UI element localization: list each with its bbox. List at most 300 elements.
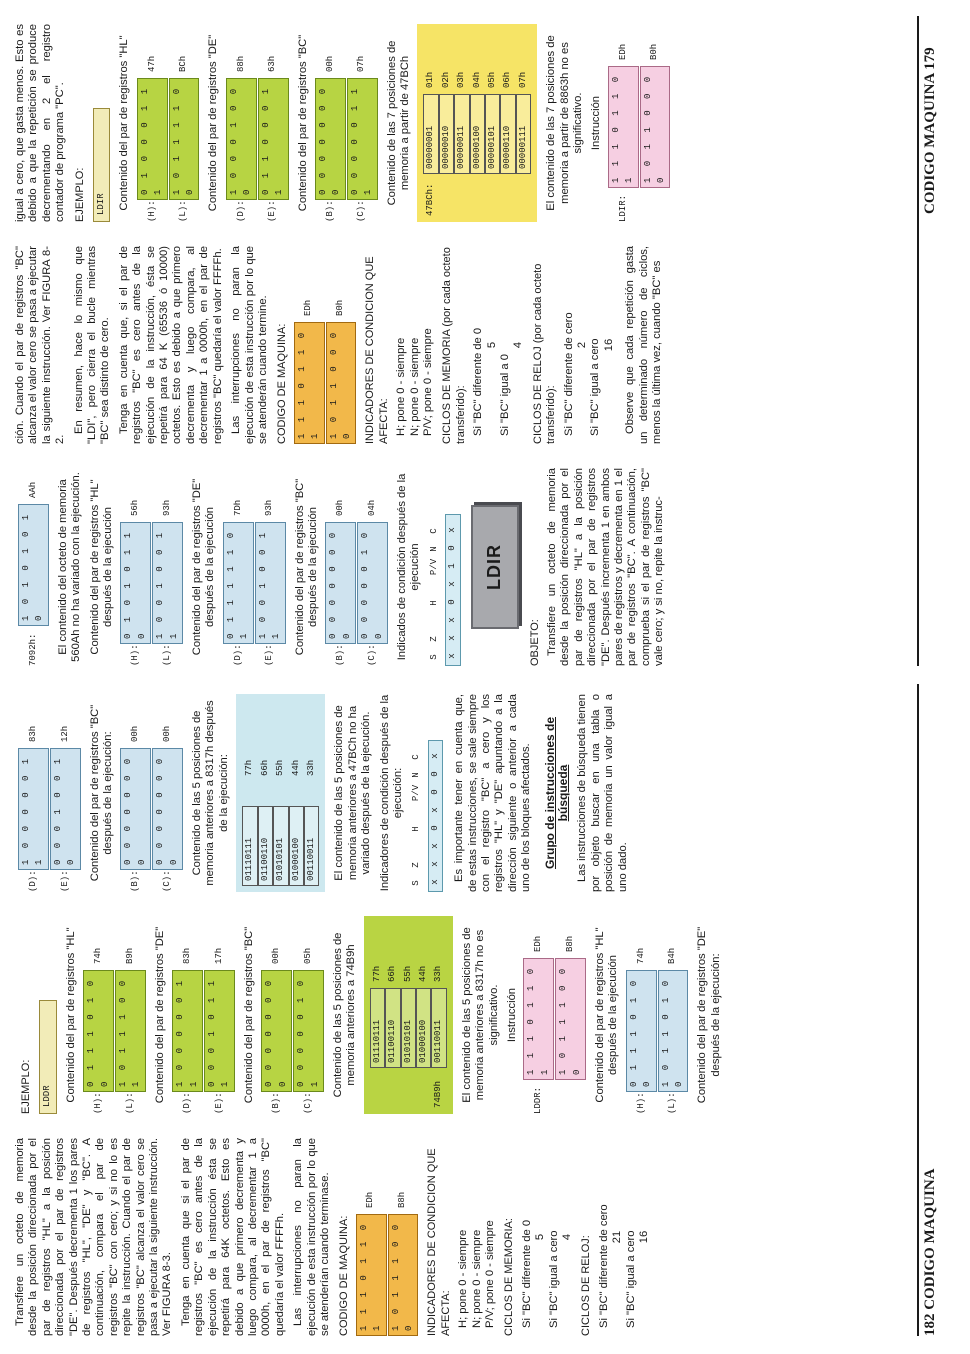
left-page bbox=[14, 684, 914, 1336]
hl-after-registers bbox=[626, 916, 689, 1114]
register-name: (L): bbox=[667, 1092, 678, 1114]
memory-hex: 66h bbox=[259, 759, 270, 776]
paragraph-bc-zero: Tenga en cuenta que si el par de registros "BC" es cero antes de la ejecución de la instrucción ésta se repetirá para 64K octetos. Esto es debido a que primero decrementa y luego compara, al decrementar 1 a 0000h, en el par de registros "BC" quedaría el valor FFFFh. bbox=[179, 1138, 286, 1336]
register-hex: 17h bbox=[213, 947, 224, 964]
memory-bits: 00000110 bbox=[500, 94, 515, 174]
instruction-row bbox=[555, 916, 586, 1114]
mem-note: El contenido de las 5 posiciones de memoria anteriores a 8317h no es significativo. bbox=[460, 927, 500, 1103]
memory-bits: 01010101 bbox=[273, 806, 288, 886]
register-row bbox=[120, 468, 151, 666]
register-bits: 0 1 1 1 0 1 0 0 bbox=[83, 970, 114, 1092]
register-bits: 0 0 0 0 0 1 0 0 bbox=[357, 522, 388, 644]
right-page bbox=[14, 16, 914, 666]
register-hex: 04h bbox=[366, 499, 377, 516]
memory-row bbox=[416, 922, 431, 1108]
register-hex: 00h bbox=[161, 725, 172, 742]
register-row bbox=[325, 468, 356, 666]
memory-address: 7092h: bbox=[27, 633, 38, 666]
memory-bits: 01000100 bbox=[416, 988, 431, 1068]
instruction-block bbox=[608, 24, 671, 222]
register-name: (H): bbox=[92, 1092, 103, 1114]
memory-bits: 01110111 bbox=[370, 988, 385, 1068]
memory-hex: 05h bbox=[486, 71, 497, 88]
register-name: (C): bbox=[161, 870, 172, 892]
memory-hex: 77h bbox=[244, 759, 255, 776]
ciclo-label: Si "BC" igual a cero bbox=[589, 338, 602, 436]
register-hex: 83h bbox=[181, 947, 192, 964]
memory-row bbox=[304, 700, 319, 886]
memory-row bbox=[423, 30, 438, 216]
hl-after-title: Contenido del par de registros "HL" después de la ejecución bbox=[88, 479, 115, 655]
group-title: Grupo de instrucciones de búsqueda bbox=[542, 716, 570, 870]
flag-name: P/V bbox=[428, 558, 439, 576]
register-name: (E): bbox=[59, 870, 70, 892]
register-name: (B): bbox=[270, 1092, 281, 1114]
codigo-row bbox=[356, 1138, 387, 1336]
register-hex: 7Dh bbox=[232, 499, 243, 516]
flag-item: N; pone 0 - siempre bbox=[408, 337, 421, 436]
instruction-bits: 1 0 1 1 0 0 0 0 bbox=[640, 66, 671, 188]
register-bits: 0 1 1 1 1 1 0 1 bbox=[223, 522, 254, 644]
memory-row bbox=[485, 30, 500, 216]
memory-octet-row bbox=[18, 468, 49, 666]
register-hex: 12h bbox=[59, 725, 70, 742]
register-name: (B): bbox=[335, 644, 346, 666]
de-after-registers bbox=[18, 694, 81, 892]
paragraph-observe: Observe que cada repetición gasta un determinado número de ciclos, menos la última vez, cuando "BC" es bbox=[624, 246, 664, 444]
register-row bbox=[50, 694, 81, 892]
register-name: (D): bbox=[27, 870, 38, 892]
memory-row bbox=[370, 922, 385, 1108]
ejemplo-title: EJEMPLO: bbox=[73, 167, 86, 222]
memory-bits: 00000100 bbox=[470, 94, 485, 174]
flag-name bbox=[428, 612, 441, 630]
instruction-bits: 1 0 1 1 1 0 0 0 bbox=[555, 958, 586, 1080]
register-hex: 74h bbox=[92, 947, 103, 964]
hl-registers bbox=[83, 916, 146, 1114]
codigo-bits: 1 0 1 1 0 0 0 0 bbox=[326, 322, 357, 444]
register-bits: 0 0 0 0 0 0 0 0 bbox=[261, 970, 292, 1092]
codigo-bits: 1 1 1 0 1 1 0 1 bbox=[356, 1214, 387, 1336]
ciclo-label: Si "BC" diferente de cero bbox=[597, 1204, 610, 1328]
codigo-hex: B8h bbox=[397, 1191, 408, 1208]
register-row bbox=[347, 24, 378, 222]
register-row bbox=[357, 468, 388, 666]
memory-row bbox=[242, 700, 257, 886]
ciclo-label: Si "BC" diferente de 0 bbox=[520, 1219, 533, 1328]
memory-bits: 00000011 bbox=[454, 94, 469, 174]
memory-hex: 01h bbox=[425, 71, 436, 88]
de-after-registers bbox=[223, 468, 286, 666]
ciclo-value: 5 bbox=[485, 341, 498, 349]
flag-item: P/V; pone 0 - siempre bbox=[484, 1220, 496, 1328]
register-row bbox=[115, 916, 146, 1114]
register-name: (D): bbox=[232, 644, 243, 666]
flag-value: x bbox=[429, 861, 440, 867]
memory-hex: 77h bbox=[371, 965, 382, 982]
memory-hex: 55h bbox=[275, 759, 286, 776]
paragraph-interrupts: Las interrupciones no paran la ejecución de esta instrucción por lo que se atenderán cuando termine. bbox=[230, 246, 269, 444]
paragraph-objeto: Transfiere un octeto de memoria desde la posición direccionada por el par de registros "HL" a la posición direccionada por el par de registros "DE". Después incrementa 1 en ambos pares de registros y decrementa en 1 el par de registros "BC". A continuación, comprueba si el par de registros "BC" vale cero; y si no, repite la instruc- bbox=[545, 468, 666, 666]
mem-title: Contenido de las 5 posiciones de memoria anteriores a 74B9h bbox=[331, 932, 358, 1098]
register-bits: 0 1 1 1 0 1 0 0 bbox=[626, 970, 657, 1092]
memory-row bbox=[258, 700, 273, 886]
register-row bbox=[172, 916, 203, 1114]
instruction-hex: B8h bbox=[564, 935, 575, 952]
memory-row bbox=[470, 30, 485, 216]
register-name: (D): bbox=[235, 200, 246, 222]
memory-hex: 06h bbox=[502, 71, 513, 88]
register-row bbox=[137, 24, 168, 222]
left-col-1 bbox=[14, 1138, 651, 1336]
paragraph-resumen: En resumen, hace lo mismo que "LDI", pero cierra el bucle mientras "BC" sea distinto de cero. bbox=[72, 246, 112, 444]
register-row bbox=[258, 24, 289, 222]
register-bits: 0 0 0 0 0 0 0 0 bbox=[315, 78, 346, 200]
flag-value: x bbox=[447, 581, 458, 587]
register-row bbox=[226, 24, 257, 222]
memory-bits: 01110111 bbox=[242, 806, 257, 886]
codigo-title: CODIGO DE MAQUINA: bbox=[338, 1215, 351, 1336]
memory-hex: 02h bbox=[440, 71, 451, 88]
flag-item: H; pone 0 - siempre bbox=[457, 1229, 470, 1328]
memory-bits: 00000111 bbox=[516, 94, 531, 174]
register-bits: 0 1 0 0 0 1 1 1 bbox=[137, 78, 168, 200]
register-bits: 1 0 1 1 1 0 0 1 bbox=[115, 970, 146, 1092]
register-bits: 0 0 0 1 0 1 1 1 bbox=[204, 970, 235, 1092]
flag-value: x bbox=[447, 635, 458, 641]
paragraph-bc-zero: Tenga en cuenta que, si el par de registros "BC" es cero antes de la ejecución de la instrucción, ésta se repetirá para 64 K (65536 ó 10000) octetos. Esto es debido a que primero decrementa y luego compara, al decrementar 1 a 0000h, en el par de registros "BC" quedaría el valor FFFFh. bbox=[117, 246, 224, 444]
ciclo-label: Si "BC" igual a 0 bbox=[499, 354, 511, 436]
register-hex: 00h bbox=[324, 55, 335, 72]
memory-row bbox=[401, 922, 416, 1108]
register-hex: 56h bbox=[130, 499, 141, 516]
memory-after-panel bbox=[236, 694, 325, 892]
memory-hex: 44h bbox=[417, 965, 428, 982]
instruction-label: LDIR: bbox=[617, 194, 628, 222]
register-hex: 00h bbox=[130, 725, 141, 742]
ciclos-mem-title: CICLOS DE MEMORIA: bbox=[503, 1218, 516, 1336]
memory-octet bbox=[18, 468, 49, 666]
register-row bbox=[223, 468, 254, 666]
register-name: (C): bbox=[366, 644, 377, 666]
right-col-1 bbox=[14, 468, 672, 666]
flag-item: P/V; pone 0 - siempre bbox=[421, 328, 434, 436]
memory-bits: 01100110 bbox=[385, 988, 400, 1068]
right-col-2 bbox=[14, 246, 669, 444]
bc-title: Contenido del par de registros "BC" bbox=[242, 926, 255, 1104]
register-hex: 07h bbox=[356, 55, 367, 72]
flag-name: P/V bbox=[411, 784, 422, 802]
register-row bbox=[658, 916, 689, 1114]
flag-value: x bbox=[429, 807, 440, 813]
ciclo-value: 5 bbox=[534, 1233, 547, 1241]
flag-name: C bbox=[428, 528, 439, 534]
register-row bbox=[83, 916, 114, 1114]
bc-after-title: Contenido del par de registros "BC" después de la ejecución: bbox=[88, 704, 115, 882]
memory-hex: 33h bbox=[433, 965, 444, 982]
register-row bbox=[293, 916, 324, 1114]
flag-name: S bbox=[411, 880, 422, 886]
register-row bbox=[152, 468, 183, 666]
de-after-title: Contenido del par de registros "DE" después de la ejecución bbox=[191, 478, 217, 656]
ciclo-label: Si "BC" igual a cero bbox=[624, 1230, 637, 1328]
register-row bbox=[261, 916, 292, 1114]
instruction-hex: B0h bbox=[649, 43, 660, 60]
memory-hex: 66h bbox=[387, 965, 398, 982]
ciclo-label: Si "BC" diferente de 0 bbox=[472, 327, 485, 436]
flag-item: H; pone 0 - siempre bbox=[395, 337, 408, 436]
objeto-title: OBJETO: bbox=[528, 619, 541, 666]
instruction-row bbox=[523, 916, 554, 1114]
mem-after-title: Contenido de las 5 posiciones de memoria anteriores a 8317h después de la ejecución: bbox=[191, 700, 230, 886]
ciclos-reloj-title: CICLOS DE RELOJ: bbox=[580, 1235, 593, 1336]
flag-name bbox=[410, 802, 423, 820]
register-row bbox=[204, 916, 235, 1114]
bc-registers bbox=[315, 24, 378, 222]
flag-value: 0 bbox=[429, 771, 440, 777]
flag-name: C bbox=[411, 754, 422, 760]
hl-after-registers bbox=[120, 468, 183, 666]
bc-after-registers bbox=[325, 468, 388, 666]
bc-after-title: Contenido del par de registros "BC" después de la ejecución bbox=[293, 478, 319, 656]
register-hex: 05h bbox=[302, 947, 313, 964]
memory-bits: 00000101 bbox=[485, 94, 500, 174]
de-title: Contenido del par de registros "DE" bbox=[153, 926, 166, 1104]
codigo-block bbox=[356, 1138, 419, 1336]
codigo-hex: EDh bbox=[365, 1191, 376, 1208]
register-hex: 63h bbox=[267, 55, 278, 72]
register-bits: 0 0 0 0 0 1 1 1 bbox=[347, 78, 378, 200]
flag-item: N; pone 0 - siempre bbox=[470, 1229, 483, 1328]
left-page-footer: 182 CODIGO MAQUINA bbox=[922, 1168, 938, 1336]
ciclo-value: 2 bbox=[576, 341, 589, 349]
memory-bits: 00110011 bbox=[431, 988, 446, 1068]
flag-name: Z bbox=[428, 636, 439, 642]
register-name: (L): bbox=[178, 200, 189, 222]
ldir-description: Transfiere un octeto de memoria desde la posición direccionada por el par de registros "HL" a la posición direccionada por el par de registros "DE". Después decrementa 1 los pares de registros "HL", "DE" y "BC". A continuación, compara el par de registros "BC" con cero; y si no lo es repite la instrucción. Cuando el par de registros "BC" alcanza el valor cero se pasa a ejecutar la siguiente instrucción. Ver FIGURA 8-3. bbox=[14, 1138, 174, 1336]
flag-names bbox=[428, 468, 441, 666]
memory-bits: 1 0 1 0 1 0 1 0 bbox=[18, 504, 49, 626]
codigo-title: CODIGO DE MAQUINA: bbox=[276, 323, 289, 444]
register-hex: B4h bbox=[667, 947, 678, 964]
hl-title: Contenido del par de registros "HL" bbox=[118, 35, 131, 211]
memory-address: 47BCh: bbox=[425, 183, 436, 216]
memory-hex: 55h bbox=[402, 965, 413, 982]
flag-name: Z bbox=[411, 862, 422, 868]
instruction-title: Instrucción bbox=[505, 987, 518, 1043]
memory-panel bbox=[364, 916, 453, 1114]
flag-value: x bbox=[447, 653, 458, 659]
left-col-2 bbox=[14, 916, 728, 1114]
paragraph-continuation: ción. Cuando el par de registros "BC" alcanza el valor cero se pasa a ejecutar la siguiente instrucción. Ver FIGURA 8-2. bbox=[14, 246, 67, 444]
register-name: (E): bbox=[264, 644, 275, 666]
register-row bbox=[120, 694, 151, 892]
ciclos-reloj-title: CICLOS DE RELOJ (por cada octeto transferido): bbox=[531, 263, 558, 444]
memory-hex: 07h bbox=[517, 71, 528, 88]
ejemplo-instruction: LDDR bbox=[39, 1000, 56, 1114]
memory-bits: 01000100 bbox=[289, 806, 304, 886]
codigo-bits: 1 0 1 1 1 0 0 0 bbox=[388, 1214, 419, 1336]
mem-note: El contenido de las 7 posiciones de memoria a partir de 8863h no es significativo. bbox=[545, 35, 584, 211]
register-bits: 0 0 0 0 0 0 0 0 bbox=[152, 748, 183, 870]
instruction-row bbox=[608, 24, 639, 222]
register-name: (L): bbox=[124, 1092, 135, 1114]
flag-values bbox=[445, 514, 460, 666]
register-bits: 0 1 0 1 0 1 1 0 bbox=[120, 522, 151, 644]
register-row bbox=[626, 916, 657, 1114]
codigo-hex: EDh bbox=[303, 299, 314, 316]
memory-hex: 44h bbox=[290, 759, 301, 776]
register-bits: 1 0 0 0 0 0 1 1 bbox=[18, 748, 49, 870]
paragraph-importante: Es importante tener en cuenta que, de estas instrucciones, se sale siempre con el registro "BC" a cero y los registros "HL" y "DE" apuntando a la dirección siguiente o anterior a cada uno de los bloques afectados. bbox=[453, 694, 533, 892]
left-col-3 bbox=[14, 694, 635, 892]
ciclo-value: 16 bbox=[638, 1230, 651, 1244]
codigo-hex: B0h bbox=[335, 299, 346, 316]
hl-after-title: Contenido del par de registros "HL" después de la ejecución bbox=[594, 927, 620, 1103]
instruction-bits: 1 1 1 0 1 1 0 1 bbox=[523, 958, 554, 1080]
left-footer-rule bbox=[917, 684, 919, 1336]
hl-title: Contenido del par de registros "HL" bbox=[64, 927, 77, 1103]
memory-row bbox=[500, 30, 515, 216]
memory-bits: 01100110 bbox=[258, 806, 273, 886]
instruction-block bbox=[523, 916, 586, 1114]
register-name: (H): bbox=[146, 200, 157, 222]
register-hex: 93h bbox=[264, 499, 275, 516]
codigo-row bbox=[294, 246, 325, 444]
flag-values bbox=[428, 740, 443, 892]
flag-value: 0 bbox=[429, 825, 440, 831]
ciclo-value: 4 bbox=[512, 341, 525, 349]
register-bits: 1 0 1 1 0 1 0 0 bbox=[658, 970, 689, 1092]
register-hex: 00h bbox=[335, 499, 346, 516]
instruction-hex: EDh bbox=[617, 43, 628, 60]
register-bits: 1 0 1 1 1 1 0 0 bbox=[169, 78, 200, 200]
register-bits: 1 0 0 1 0 0 1 1 bbox=[255, 522, 286, 644]
flags-title: INDICADORES DE CONDICION QUE AFECTA: bbox=[426, 1148, 452, 1336]
de-title: Contenido del par de registros "DE" bbox=[207, 34, 220, 212]
flag-name: H bbox=[411, 826, 422, 832]
ciclo-label: Si "BC" diferente de cero bbox=[562, 312, 575, 436]
register-row bbox=[315, 24, 346, 222]
ejemplo-title: EJEMPLO: bbox=[20, 1059, 32, 1114]
register-hex: 00h bbox=[270, 947, 281, 964]
memory-row bbox=[516, 30, 531, 216]
flags-after-title: Indicados de condición después de la ejecución bbox=[395, 473, 422, 661]
instruction-label: LDDR: bbox=[533, 1086, 544, 1114]
register-hex: B9h bbox=[124, 947, 135, 964]
bc-after-registers bbox=[120, 694, 183, 892]
register-hex: 93h bbox=[161, 499, 172, 516]
flag-value: x bbox=[447, 527, 458, 533]
flag-value: x bbox=[447, 617, 458, 623]
mem-after-note: El contenido de las 5 posiciones de memoria anteriores a 47BCh no ha variado después de la ejecución. bbox=[333, 705, 373, 881]
memory-address: 74B9h bbox=[433, 1080, 444, 1108]
register-bits: 0 0 0 0 0 0 0 0 bbox=[325, 522, 356, 644]
instruction-title: Instrucción bbox=[590, 95, 603, 151]
register-name: (H): bbox=[130, 644, 141, 666]
register-bits: 1 0 0 1 0 0 1 1 bbox=[152, 522, 183, 644]
register-bits: 1 0 0 0 1 0 0 0 bbox=[226, 78, 257, 200]
register-hex: 74h bbox=[635, 947, 646, 964]
paragraph-interrupts: Las interrupciones no paran la ejecución de esta instrucción por lo que se atenderían cuando terminase. bbox=[292, 1138, 331, 1336]
instruction-bits: 1 1 1 0 1 1 0 1 bbox=[608, 66, 639, 188]
bc-title: Contenido del par de registros "BC" bbox=[296, 34, 309, 212]
flag-name bbox=[410, 838, 423, 856]
register-name: (B): bbox=[324, 200, 335, 222]
de-after-title: Contenido del par de registros "DE" después de la ejecución: bbox=[696, 926, 722, 1104]
register-row bbox=[152, 694, 183, 892]
register-name: (D): bbox=[181, 1092, 192, 1114]
flag-value: 0 bbox=[429, 789, 440, 795]
register-hex: BCh bbox=[178, 55, 189, 72]
memory-row bbox=[431, 922, 446, 1108]
ciclo-value: 21 bbox=[611, 1230, 624, 1244]
flag-value: x bbox=[429, 843, 440, 849]
flag-names bbox=[410, 694, 423, 892]
ciclo-value: 4 bbox=[561, 1233, 574, 1241]
paragraph-octet: El contenido del octeto de memoria 560Ah no ha variado con la ejecución. bbox=[56, 472, 83, 662]
ejemplo-instruction: LDIR bbox=[93, 108, 110, 222]
flag-name: H bbox=[428, 600, 439, 606]
register-bits: 1 0 0 0 0 0 1 1 bbox=[172, 970, 203, 1092]
register-name: (B): bbox=[130, 870, 141, 892]
flag-value: x bbox=[429, 879, 440, 885]
register-hex: 83h bbox=[27, 725, 38, 742]
flag-value: 0 bbox=[447, 545, 458, 551]
flag-name: S bbox=[428, 654, 439, 660]
memory-bits: 00000001 bbox=[423, 94, 438, 174]
register-hex: 88h bbox=[235, 55, 246, 72]
memory-hex: 03h bbox=[456, 71, 467, 88]
memory-bits: 01010101 bbox=[401, 988, 416, 1068]
instruction-row bbox=[640, 24, 671, 222]
codigo-row bbox=[388, 1138, 419, 1336]
register-bits: 0 0 0 1 0 0 1 0 bbox=[50, 748, 81, 870]
flag-value: x bbox=[429, 753, 440, 759]
mem-title: Contenido de las 7 posiciones de memoria a partir de 47BCh bbox=[385, 40, 411, 206]
right-page-footer: CODIGO MAQUINA 179 bbox=[922, 47, 938, 214]
memory-hex: 04h bbox=[471, 71, 482, 88]
register-bits: 0 0 0 0 0 0 0 0 bbox=[120, 748, 151, 870]
register-row bbox=[255, 468, 286, 666]
memory-hex: 33h bbox=[305, 759, 316, 776]
flag-name: N bbox=[428, 546, 439, 552]
register-name: (C): bbox=[356, 200, 367, 222]
codigo-block bbox=[294, 246, 357, 444]
right-footer-rule bbox=[917, 16, 919, 666]
bc-registers bbox=[261, 916, 324, 1114]
ciclos-mem-title: CICLOS DE MEMORIA (por cada octeto transferido): bbox=[441, 247, 467, 444]
register-bits: 0 1 1 0 0 0 1 1 bbox=[258, 78, 289, 200]
register-name: (E): bbox=[213, 1092, 224, 1114]
memory-row bbox=[439, 30, 454, 216]
flags-title: INDICADORES DE CONDICION QUE AFECTA: bbox=[364, 256, 390, 444]
ldir-badge: LDIR bbox=[471, 505, 519, 629]
memory-row bbox=[289, 700, 304, 886]
memory-bits: 00000010 bbox=[439, 94, 454, 174]
flag-name: N bbox=[411, 772, 422, 778]
de-registers bbox=[172, 916, 235, 1114]
memory-hex: AAh bbox=[27, 481, 38, 498]
flag-value: 1 bbox=[447, 563, 458, 569]
paragraph-busqueda: Las instrucciones de búsqueda tienen por objeto buscar en una tabla o posición de memoria un valor igual a uno dado. bbox=[576, 694, 629, 892]
memory-row bbox=[273, 700, 288, 886]
register-bits: 0 0 0 0 0 1 0 1 bbox=[293, 970, 324, 1092]
hl-registers bbox=[137, 24, 200, 222]
memory-bits: 00110011 bbox=[304, 806, 319, 886]
de-registers bbox=[226, 24, 289, 222]
ciclo-value: 16 bbox=[602, 338, 615, 352]
